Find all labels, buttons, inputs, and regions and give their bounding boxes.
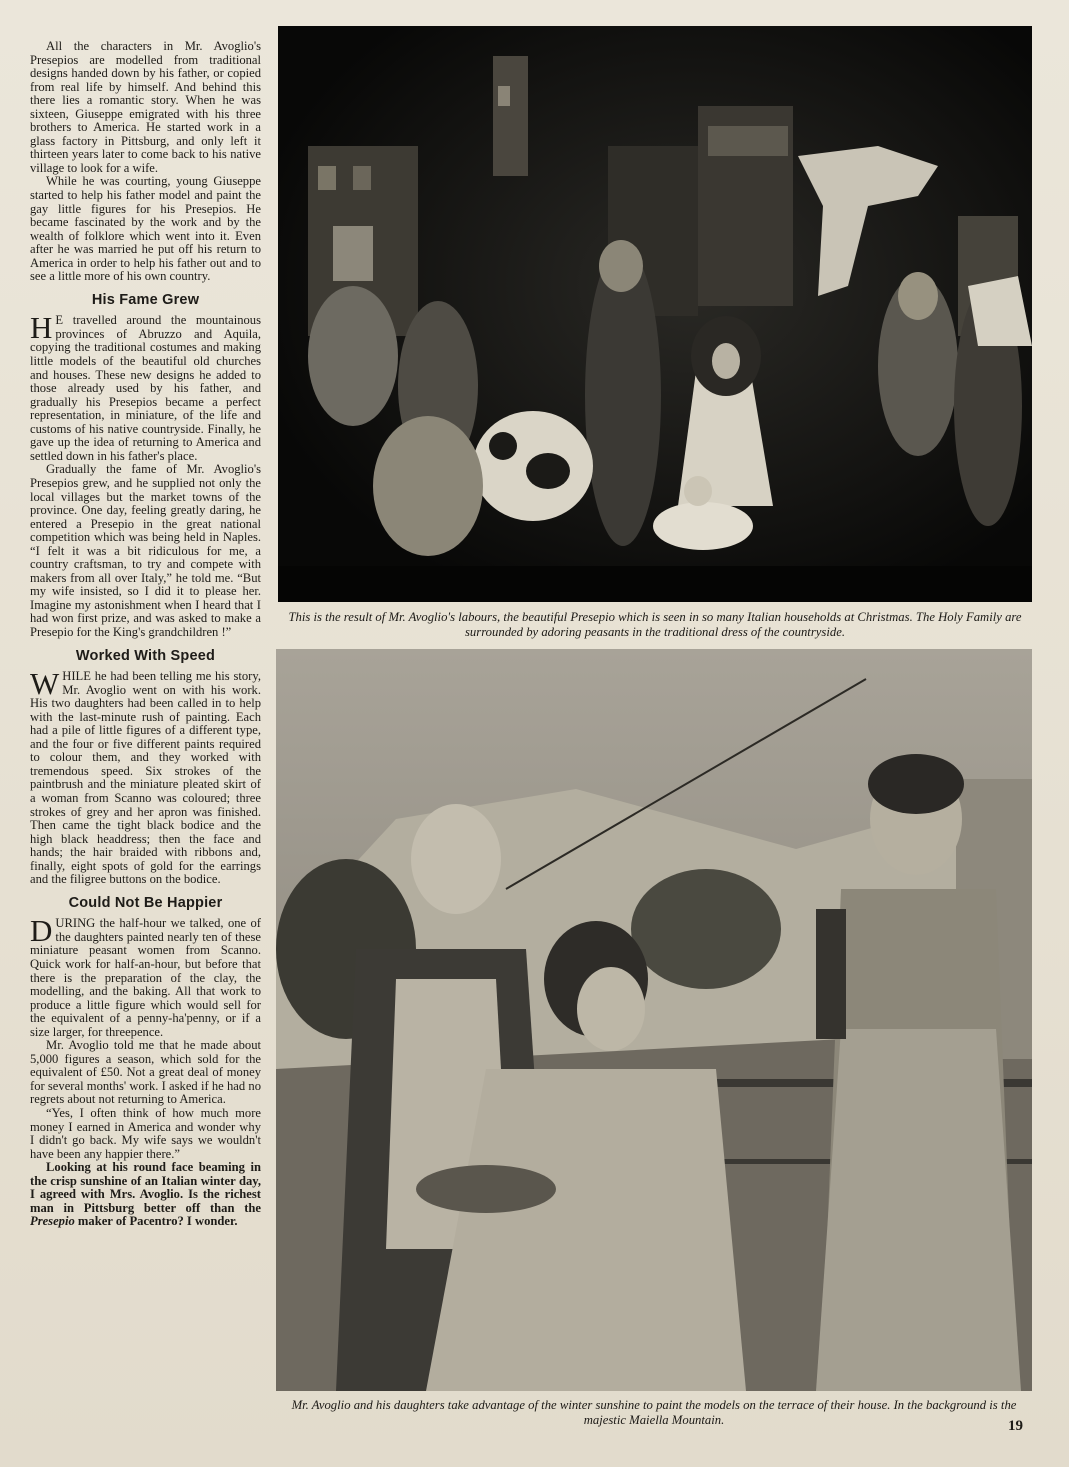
paragraph-1: All the characters in Mr. Avoglio's Presepios are modelled from traditional designs handed down by his father, or copied from real life by himself. And behind this there lies a romantic story. When he was sixteen, Giuseppe emigrated with his three brothers to America. He started work in a glass factory in Pittsburg, and only left it thirteen years later to come back to his native village to look for a wife. (30, 39, 261, 175)
paragraph-9-italic: Presepio (30, 1214, 75, 1229)
terrace-photo (276, 649, 1032, 1391)
drop-cap: H (30, 310, 53, 346)
paragraph-4: Gradually the fame of Mr. Avoglio's Presepios grew, and he supplied not only the local villages but the market towns of the province. One day, feeling greatly daring, he entered a Presepio in the great national competition which was being held in Naples. “I felt it was a bit ridiculous for me, a country craftsman, to try and compete with makers from all over Italy,” he told me. “But my wife insisted, so I did it to please her. Imagine my astonishment when I heard that I had won first prize, and was asked to make a Presepio for the King's grandchildren !” (30, 462, 261, 639)
paragraph-7: Mr. Avoglio told me that he made about 5,000 figures a season, which sold for the equivalent of £50. Not a great deal of money for several months' work. I asked if he had no regrets about not returning to America. (30, 1038, 261, 1107)
paragraph-6 (30, 913, 261, 1039)
paragraph-3 (30, 310, 261, 463)
paragraph-8: “Yes, I often think of how much more money I earned in America and wonder why I didn't go back. My wife says we wouldn't have been any happier there.” (30, 1106, 261, 1161)
terrace-image (276, 649, 1032, 1391)
subheading-could-not-be-happier: Could Not Be Happier (68, 894, 223, 911)
paragraph-5 (30, 666, 261, 887)
presepio-image (278, 26, 1032, 602)
subheading-worked-with-speed: Worked With Speed (75, 647, 216, 664)
paragraph-9-text-c: maker of Pacentro? I wonder. (74, 1214, 238, 1229)
paragraph-6-text: URING the half-hour we talked, one of the daughters painted nearly ten of these miniature peasant women from Scanno. Quick work for half-an-hour, but before that there is the preparation of the clay, the modelling, and the baking. All that work to produce a little figure which would sell for the equivalent of a penny-ha'penny, or if a size larger, for threepence. (30, 916, 261, 1039)
presepio-caption: This is the result of Mr. Avoglio's labours, the beautiful Presepio which is seen in so many Italian households at Christmas. The Holy Family are surrounded by adoring peasants in the traditional dress of the countryside. (288, 610, 1022, 639)
drop-cap: W (30, 666, 60, 702)
presepio-photo (278, 26, 1032, 602)
paragraph-9-text-a: Looking at his round face beaming in the crisp sunshine of an Italian winter day, I agreed with Mrs. Avoglio. Is the richest man in Pittsburg better off than the (30, 1160, 261, 1215)
drop-cap: D (30, 913, 53, 949)
paragraph-3-text: E travelled around the mountainous provinces of Abruzzo and Aquila, copying the traditional costumes and making little models of the beautiful old churches and houses. These new designs he added to those already used by his father, and gradually his Presepios became a perfect representation, in miniature, of the life and customs of his native countryside. Finally, he gave up the idea of returning to America and settled down in his father's place. (30, 313, 261, 463)
paragraph-9 (30, 1161, 261, 1229)
paragraph-5-text: HILE he had been telling me his story, Mr. Avoglio went on with his work. His two daughters had been called in to help with the last-minute rush of painting. Each had a pile of little figures of a different type, and the four or five different paints required to colour them, and they worked with tremendous speed. Six strokes of the paintbrush and the miniature pleated skirt of a woman from Scanno was coloured; three strokes of grey and her apron was finished. Then came the tight black bodice and the high black headdress; then the face and hands; the hair braided with ribbons and, finally, eight spots of gold for the earrings and the filigree buttons on the bodice. (30, 669, 261, 887)
page-number: 19 (1008, 1418, 1023, 1434)
paragraph-2: While he was courting, young Giuseppe started to help his father model and paint the gay little figures for his Presepios. He became fascinated by the work and by the wealth of folklore which went into it. Even after he was married he put off his return to America in order to help his father out and to see a little more of his own country. (30, 174, 261, 284)
subheading-his-fame-grew: His Fame Grew (91, 291, 200, 308)
article-column (30, 40, 261, 1229)
terrace-caption: Mr. Avoglio and his daughters take advantage of the winter sunshine to paint the models on the terrace of their house. In the background is the majestic Maiella Mountain. (291, 1398, 1017, 1427)
